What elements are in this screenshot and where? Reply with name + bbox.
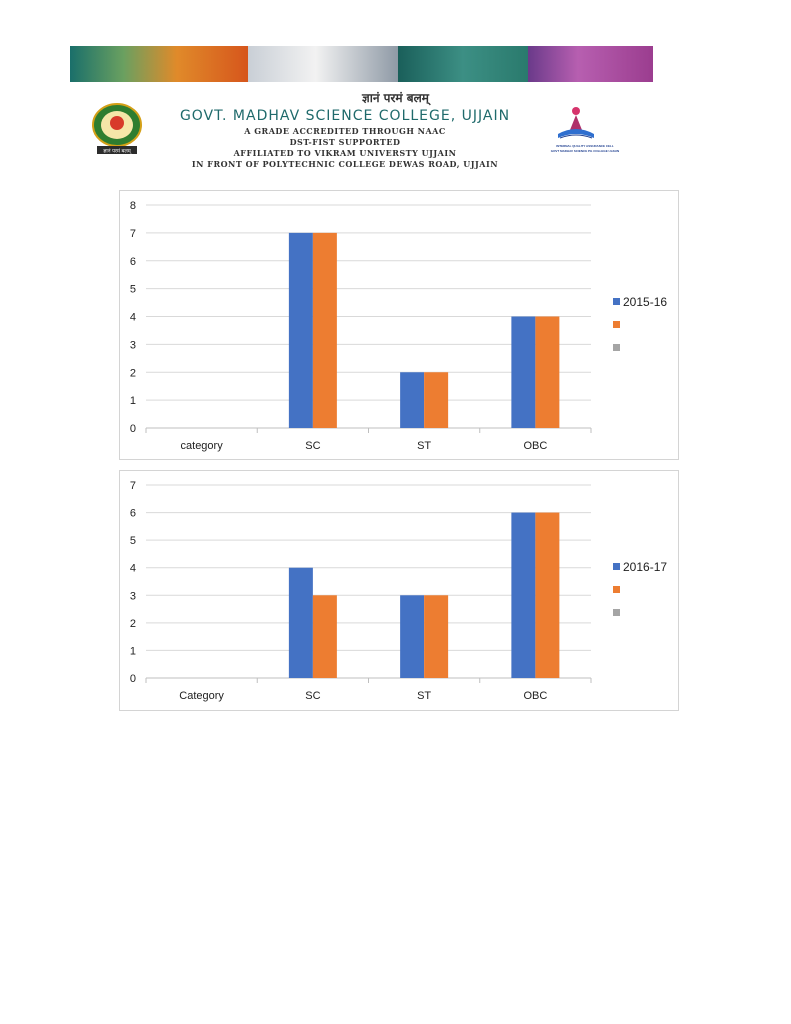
x-tick-label: Category — [179, 690, 224, 702]
legend-swatch-series-1 — [613, 298, 620, 305]
bar-obc-series-1 — [511, 317, 535, 429]
dst-fist-line: DST-FIST SUPPORTED — [289, 137, 401, 147]
y-tick-label: 5 — [129, 535, 136, 548]
y-tick-label: 2 — [129, 367, 136, 380]
bar-obc-series-2 — [535, 317, 559, 429]
bar-obc-series-1 — [511, 513, 535, 678]
bar-sc-series-1 — [289, 233, 313, 428]
chart-2015-16 — [119, 190, 679, 460]
chart-2016-17 — [119, 470, 679, 711]
bar-sc-series-2 — [313, 233, 337, 428]
banner-robot-image — [248, 46, 398, 82]
chart-2015-16-svg — [120, 191, 678, 459]
accreditation-line: A GRADE ACCREDITED THROUGH NAAC — [244, 126, 446, 136]
college-motto: ज्ञानं परमं बलम् — [362, 91, 429, 105]
y-tick-label: 0 — [129, 423, 136, 435]
y-tick-label: 3 — [129, 590, 136, 603]
x-tick-label: ST — [417, 690, 432, 702]
banner-molecule-image — [398, 46, 528, 82]
y-tick-label: 4 — [129, 562, 136, 575]
college-logo — [89, 103, 145, 155]
legend-swatch-series-2 — [613, 586, 620, 593]
iqac-title: INTERNAL QUALITY ASSURANCE CELL — [556, 144, 614, 148]
y-tick-label: 0 — [129, 673, 136, 685]
y-tick-label: 2 — [129, 617, 136, 630]
legend-label-series-1: 2016-17 — [623, 560, 668, 574]
bar-st-series-1 — [400, 372, 424, 428]
iqac-logo — [530, 102, 640, 162]
y-tick-label: 5 — [129, 283, 136, 296]
bar-st-series-2 — [424, 372, 448, 428]
x-tick-label: OBC — [523, 690, 548, 702]
banner-atoms-image — [528, 46, 653, 82]
legend-swatch-series-3 — [613, 609, 620, 616]
bar-sc-series-2 — [313, 595, 337, 678]
x-tick-label: category — [180, 440, 223, 452]
bar-obc-series-2 — [535, 513, 559, 678]
logo-caption: ज्ञानं परमं बलम् — [103, 148, 131, 155]
y-tick-label: 1 — [129, 645, 136, 658]
legend-swatch-series-3 — [613, 344, 620, 351]
y-tick-label: 4 — [129, 311, 136, 324]
chart-2016-17-svg — [120, 471, 678, 710]
x-tick-label: SC — [305, 690, 321, 702]
banner-physics-image — [70, 46, 248, 82]
college-name: GOVT. MADHAV SCIENCE COLLEGE, UJJAIN — [179, 108, 511, 124]
x-tick-label: ST — [417, 440, 432, 452]
address-line: IN FRONT OF POLYTECHNIC COLLEGE DEWAS ROAD, UJJAIN — [191, 159, 499, 169]
y-tick-label: 3 — [129, 339, 136, 352]
legend-swatch-series-1 — [613, 563, 620, 570]
legend-label-series-1: 2015-16 — [623, 295, 668, 309]
y-tick-label: 6 — [129, 507, 136, 520]
x-tick-label: SC — [305, 440, 321, 452]
y-tick-label: 8 — [129, 200, 136, 212]
y-tick-label: 1 — [129, 395, 136, 408]
bar-st-series-2 — [424, 595, 448, 678]
header-banner — [70, 46, 653, 82]
x-tick-label: OBC — [523, 440, 548, 452]
affiliation-line: AFFILIATED TO VIKRAM UNIVERSTY UJJAIN — [233, 148, 457, 158]
bar-sc-series-1 — [289, 568, 313, 678]
y-tick-label: 7 — [129, 480, 136, 492]
legend-swatch-series-2 — [613, 321, 620, 328]
iqac-subtitle: GOVT MADHAV SCIENCE PG COLLEGE UJJAIN — [550, 149, 620, 153]
y-tick-label: 7 — [129, 227, 136, 240]
y-tick-label: 6 — [129, 255, 136, 268]
bar-st-series-1 — [400, 595, 424, 678]
